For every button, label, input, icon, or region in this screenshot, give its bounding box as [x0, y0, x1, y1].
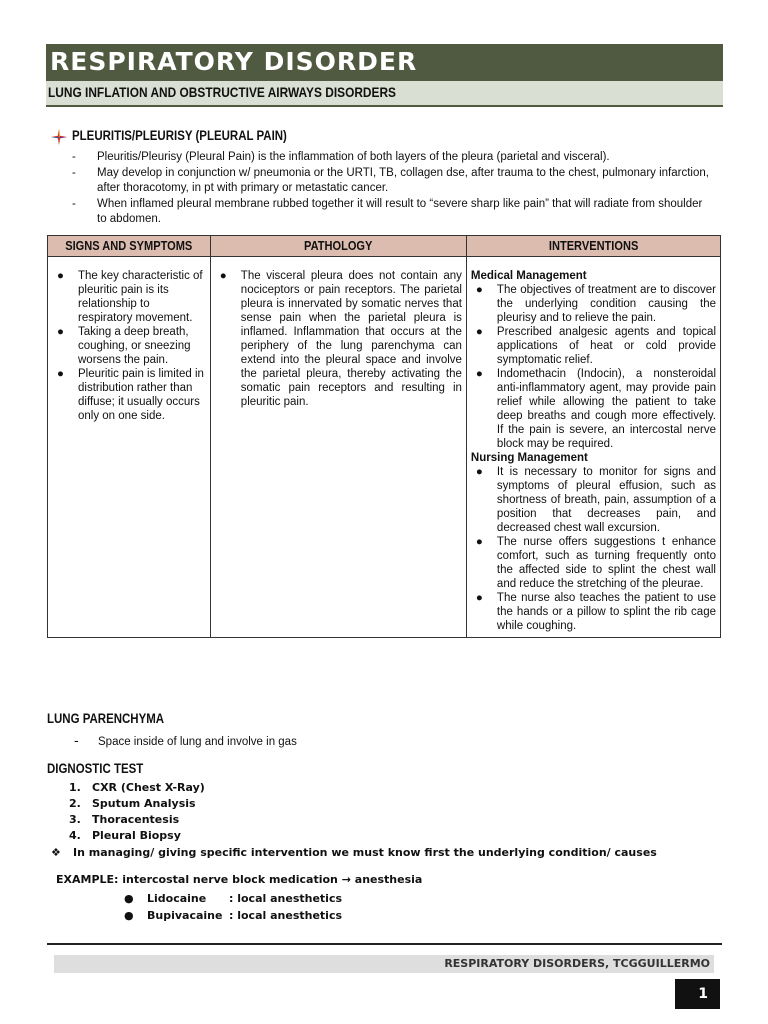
diagnostic-heading: DIGNOSTIC TEST	[47, 761, 144, 776]
header-pathology: PATHOLOGY	[210, 236, 466, 257]
document-title: RESPIRATORY DISORDER	[50, 47, 418, 76]
list-item: ● Prescribed analgesic agents and topical applications of heat or cold provide symptomatic relief.	[475, 326, 716, 366]
header-interventions: INTERVENTIONS	[466, 236, 720, 257]
diagnostic-list	[69, 780, 205, 844]
list-item: ● The objectives of treatment are to discover the underlying condition causing the pleurisy and to relieve the pain.	[475, 284, 716, 324]
signs-cell	[48, 257, 211, 638]
list-item: ● The nurse offers suggestions t enhance comfort, such as turning frequently onto the affected side to splint the chest wall and reduce the stretching of the pleurae.	[475, 536, 716, 590]
footer-text: RESPIRATORY DISORDERS, TCGGUILLERMO	[444, 957, 710, 970]
list-item: ● Lidocaine : local anesthetics	[124, 892, 343, 905]
table-header-row	[48, 236, 721, 257]
list-item: - May develop in conjunction w/ pneumonia or the URTI, TB, collagen dse, after trauma to the chest, pulmonary infarction, after thoracotomy, in pt with primary or metastatic cancer.	[72, 167, 709, 194]
subtitle-bar	[46, 81, 723, 107]
management-note: ❖ In managing/ giving specific intervention we must know first the underlying condition/ causes	[51, 846, 657, 859]
nursing-list	[471, 465, 716, 633]
list-item: ● It is necessary to monitor for signs and symptoms of pleural effusion, such as shortness of breath, pain, assumption of a position that decreases pain, and decreased chest wall excursion.	[475, 466, 716, 534]
list-item: ● Pleuritic pain is limited in distribution rather than diffuse; it usually occurs only on one side.	[57, 368, 204, 422]
list-item: 3. Thoracentesis	[69, 813, 180, 826]
list-item: ● Taking a deep breath, coughing, or sneezing worsens the pain.	[57, 326, 191, 366]
lung-parenchyma-heading: LUNG PARENCHYMA	[47, 711, 165, 726]
list-item: 4. Pleural Biopsy	[69, 829, 181, 842]
list-item: - Pleuritis/Pleurisy (Pleural Pain) is the inflammation of both layers of the pleura (parietal and visceral).	[72, 151, 610, 163]
interventions-cell	[466, 257, 720, 638]
pathology-cell	[210, 257, 466, 638]
list-item: ● Indomethacin (Indocin), a nonsteroidal anti-inflammatory agent, may provide pain relief while allowing the patient to take deep breaths and cough more effectively. If the pain is severe, an intercostal nerve block may be required.	[475, 368, 716, 450]
list-item: ● The nurse also teaches the patient to use the hands or a pillow to splint the rib cage while coughing.	[475, 592, 716, 632]
signs-list	[52, 269, 206, 423]
page-number: 1	[675, 979, 720, 1009]
four-point-star-icon	[51, 129, 67, 145]
header-signs-symptoms: SIGNS AND SYMPTOMS	[48, 236, 211, 257]
list-item: 1. CXR (Chest X-Ray)	[69, 781, 205, 794]
lung-parenchyma-text: - Space inside of lung and involve in gas	[74, 732, 297, 748]
example-line: EXAMPLE: intercostal nerve block medication → anesthesia	[56, 873, 423, 886]
pathology-list	[215, 269, 462, 409]
nursing-management-heading: Nursing Management	[470, 452, 588, 464]
title-banner	[46, 44, 723, 81]
pleuritis-heading: PLEURITIS/PLEURISY (PLEURAL PAIN)	[72, 128, 287, 143]
pleuritis-bullet-list	[72, 150, 712, 228]
list-item: ● Bupivacaine : local anesthetics	[124, 909, 343, 922]
footer-divider	[47, 943, 722, 945]
list-item: 2. Sputum Analysis	[69, 797, 196, 810]
list-item: - When inflamed pleural membrane rubbed together it will result to “severe sharp like pain” that will radiate from shoulder to abdomen.	[72, 198, 703, 225]
list-item: ● The key characteristic of pleuritic pain is its relationship to respiratory movement.	[57, 270, 203, 324]
drug-list	[124, 890, 342, 924]
footer-bar	[54, 955, 714, 973]
medical-list	[471, 283, 716, 451]
medical-management-heading: Medical Management	[470, 270, 587, 282]
document-subtitle: LUNG INFLATION AND OBSTRUCTIVE AIRWAYS DISORDERS	[48, 84, 396, 100]
list-item: ● The visceral pleura does not contain any nociceptors or pain receptors. The parietal pleura is innervated by somatic nerves that sense pain when the parietal pleura is inflamed. Inflammation that occurs at the periphery of the lung parenchyma can extend into the pleural space and involve the parietal pleura, thereby activating the somatic pain receptors and resulting in pleuritic pain.	[219, 270, 462, 408]
pleuritis-table	[47, 235, 721, 638]
diamond-bullet-icon: ❖	[51, 846, 61, 859]
table-row	[48, 257, 721, 638]
